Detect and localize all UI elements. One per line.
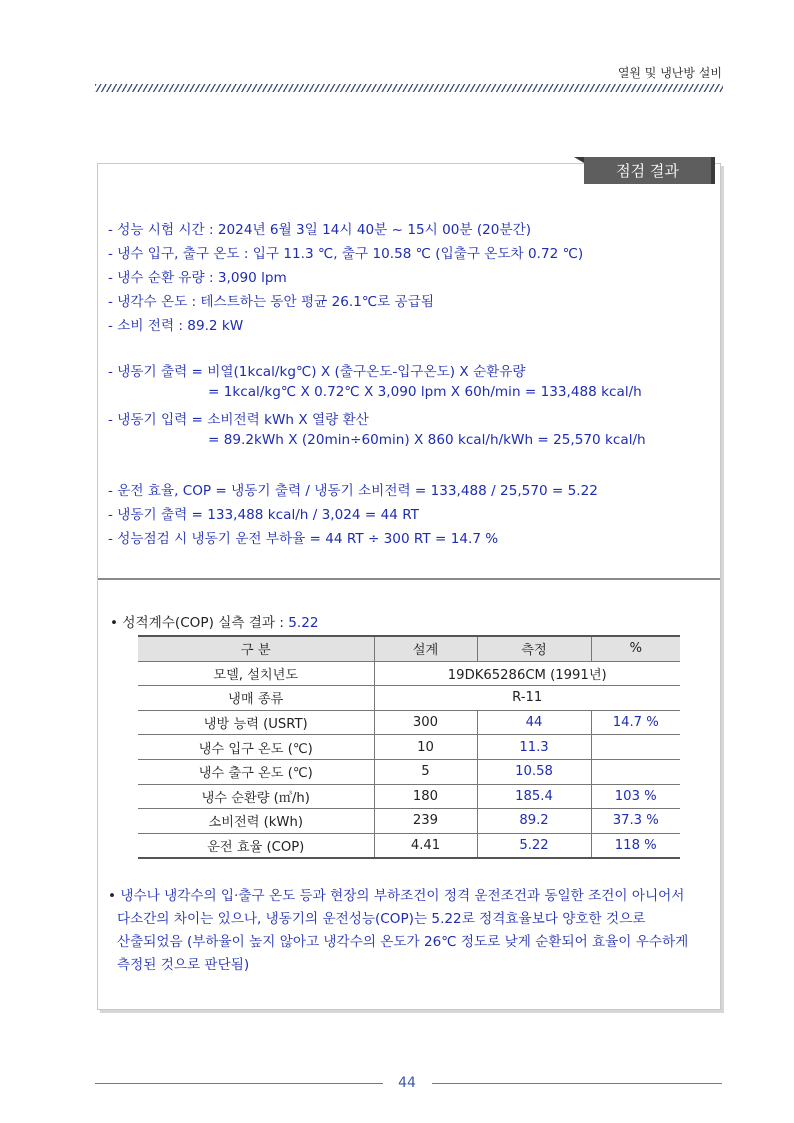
- row-label: 냉수 입구 온도 (℃): [138, 735, 374, 760]
- header-measured: 측정: [477, 636, 591, 661]
- cop-bullet: •: [110, 615, 119, 631]
- table-row: [138, 809, 680, 834]
- calc-line-load-ratio: - 성능점검 시 냉동기 운전 부하율 = 44 RT ÷ 300 RT = 14.7 %: [108, 531, 499, 547]
- measured-value: 185.4: [477, 784, 591, 809]
- calc-line-output-value: = 1kcal/kg℃ X 0.72℃ X 3,090 lpm X 60h/min = 133,488 kcal/h: [208, 384, 642, 400]
- section-divider: [98, 578, 720, 580]
- performance-table: [138, 635, 680, 859]
- calc-line-cooling-water: - 냉각수 온도 : 테스트하는 동안 평균 26.1℃로 공급됨: [108, 294, 434, 310]
- calc-line-chilled-temps: - 냉수 입구, 출구 온도 : 입구 11.3 ℃, 출구 10.58 ℃ (입출구 온도차 0.72 ℃): [108, 246, 584, 262]
- calc-line-cop: - 운전 효율, COP = 냉동기 출력 / 냉동기 소비전력 = 133,488 / 25,570 = 5.22: [108, 483, 598, 499]
- percent-value: 14.7 %: [591, 710, 680, 735]
- row-label: 냉방 능력 (USRT): [138, 710, 374, 735]
- percent-value: 37.3 %: [591, 809, 680, 834]
- calc-line-rt: - 냉동기 출력 = 133,488 kcal/h / 3,024 = 44 RT: [108, 507, 419, 523]
- calc-line-input-value: = 89.2kWh X (20min÷60min) X 860 kcal/h/kWh = 25,570 kcal/h: [208, 432, 646, 448]
- cop-result-value: 5.22: [288, 615, 319, 631]
- design-value: 5: [374, 759, 477, 784]
- percent-value: 118 %: [591, 833, 680, 858]
- percent-value: [591, 735, 680, 760]
- measured-value: 11.3: [477, 735, 591, 760]
- page-number: 44: [398, 1075, 416, 1091]
- header-percent: %: [591, 636, 680, 661]
- measured-value: 44: [477, 710, 591, 735]
- row-label: 냉매 종류: [138, 686, 374, 711]
- table-row: [138, 686, 680, 711]
- design-value: 4.41: [374, 833, 477, 858]
- refrigerant-value: R-11: [374, 686, 680, 711]
- note-line: 측정된 것으로 판단됨): [117, 957, 250, 973]
- page-header-title: 열원 및 냉난방 설비: [617, 66, 722, 80]
- percent-value: 103 %: [591, 784, 680, 809]
- table-row: [138, 759, 680, 784]
- table-row: [138, 735, 680, 760]
- row-label: 냉수 순환량 (㎥/h): [138, 784, 374, 809]
- calc-line-output-formula: - 냉동기 출력 = 비열(1kcal/kg℃) X (출구온도-입구온도) X 순환유량: [108, 364, 526, 380]
- calc-line-input-formula: - 냉동기 입력 = 소비전력 kWh X 열량 환산: [108, 412, 369, 428]
- header-category: 구 분: [138, 636, 374, 661]
- header-hatch-divider: [95, 84, 723, 92]
- result-tab-label: 점검 결과: [584, 157, 711, 184]
- note-bullet: •: [108, 888, 117, 904]
- measured-value: 10.58: [477, 759, 591, 784]
- table-row: [138, 784, 680, 809]
- design-value: 300: [374, 710, 477, 735]
- conclusion-note: [108, 885, 720, 977]
- design-value: 239: [374, 809, 477, 834]
- table-row: [138, 833, 680, 858]
- calc-line-flow: - 냉수 순환 유량 : 3,090 lpm: [108, 270, 287, 286]
- table-row: [138, 661, 680, 686]
- footer-line-left: [95, 1083, 383, 1084]
- measured-value: 89.2: [477, 809, 591, 834]
- row-label: 모델, 설치년도: [138, 661, 374, 686]
- note-text: 냉수나 냉각수의 입·출구 온도 등과 현장의 부하조건이 정격 운전조건과 동일한 조건이 아니어서: [120, 888, 685, 904]
- header-design: 설계: [374, 636, 477, 661]
- note-line: 다소간의 차이는 있으나, 냉동기의 운전성능(COP)는 5.22로 정격효율보다 양호한 것으로: [117, 911, 646, 927]
- row-label: 냉수 출구 온도 (℃): [138, 759, 374, 784]
- cop-result-label: 성적계수(COP) 실측 결과 :: [122, 615, 289, 631]
- row-label: 운전 효율 (COP): [138, 833, 374, 858]
- table-header-row: [138, 636, 680, 661]
- row-label: 소비전력 (kWh): [138, 809, 374, 834]
- cop-result-line: [110, 611, 319, 631]
- percent-value: [591, 759, 680, 784]
- calc-line-power: - 소비 전력 : 89.2 kW: [108, 318, 244, 334]
- model-value: 19DK65286CM (1991년): [374, 661, 680, 686]
- design-value: 10: [374, 735, 477, 760]
- footer-line-right: [432, 1083, 722, 1084]
- table-row: [138, 710, 680, 735]
- note-line: 산출되었음 (부하율이 높지 않아고 냉각수의 온도가 26℃ 정도로 낮게 순환되어 효율이 우수하게: [117, 934, 689, 950]
- calc-line-test-time: - 성능 시험 시간 : 2024년 6월 3일 14시 40분 ~ 15시 00분 (20분간): [108, 222, 532, 238]
- note-line: [108, 885, 720, 908]
- measured-value: 5.22: [477, 833, 591, 858]
- design-value: 180: [374, 784, 477, 809]
